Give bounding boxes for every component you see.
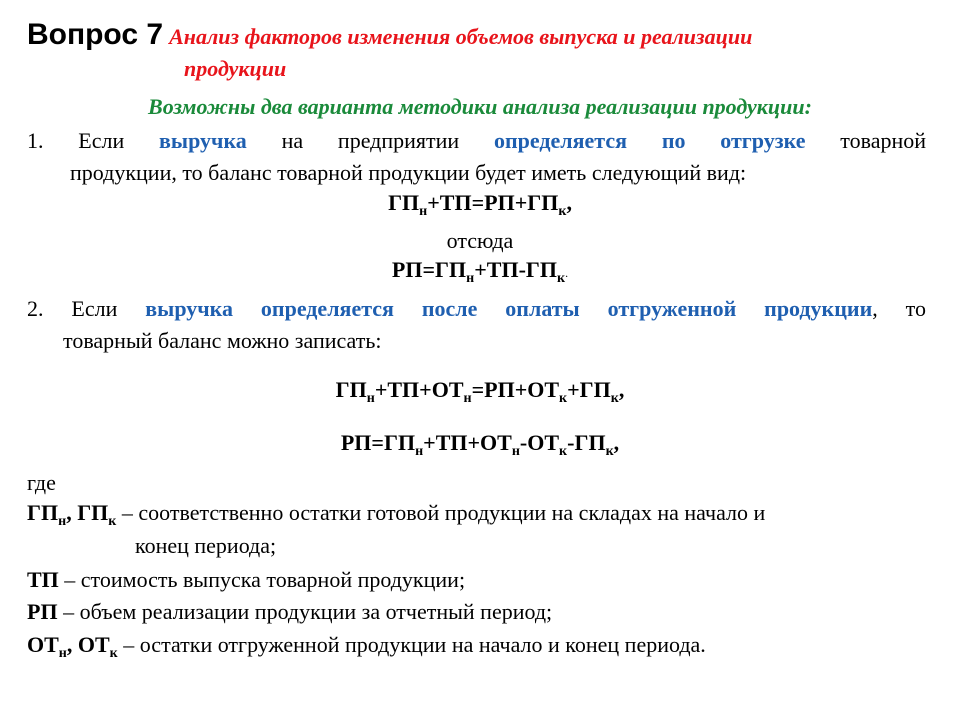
where-label: где	[27, 470, 56, 495]
item1-keyword-shipment: определяется по отгрузке	[494, 128, 806, 153]
item2-keyword: выручка определяется после оплаты отгруженной продукции	[145, 296, 873, 321]
definition-rp: РП – объем реализации продукции за отчетный период;	[27, 599, 553, 624]
definition-gp-continued: конец периода;	[135, 533, 277, 558]
formula-balance-2: $ГП_н+ТП+ОТ_н=РП+ОТ_к+ГП_к$,	[335, 377, 625, 406]
definition-tp: ТП – стоимость выпуска товарной продукции;	[27, 567, 466, 592]
question-label: Вопрос 7	[27, 18, 164, 51]
item2-line2: товарный баланс можно записать:	[63, 328, 382, 353]
item2-line1: 2. Если выручка определяется после оплаты отгруженной продукции, то	[27, 296, 926, 321]
item1-keyword-revenue: выручка	[159, 128, 247, 153]
title-line	[27, 18, 752, 52]
formula-rp-1: $РП=ГП_н+ТП-ГП_к$.	[391, 257, 569, 286]
intro-heading: Возможны два варианта методики анализа реализации продукции:	[148, 94, 812, 119]
definition-gp: $ГП_н$, $ГП_к$ – соответственно остатки готовой продукции на складах на начало и	[27, 500, 766, 529]
definition-ot: $ОТ_н$, $ОТ_к$ – остатки отгруженной продукции на начало и конец периода.	[27, 632, 706, 661]
subtitle-line2: продукции	[184, 56, 287, 81]
otsyuda-text: отсюда	[446, 228, 514, 253]
item1-line1: 1. Если выручка на предприятии определяется по отгрузке товарной	[27, 128, 927, 153]
item2-number: 2.	[27, 296, 44, 321]
formula-rp-2: $РП=ГП_н+ТП+ОТ_н-ОТ_к-ГП_к$,	[340, 430, 620, 459]
item1-number: 1.	[27, 128, 44, 153]
subtitle-line1: Анализ факторов изменения объемов выпуска и реализации	[169, 24, 753, 49]
item1-line2: продукции, то баланс товарной продукции будет иметь следующий вид:	[70, 160, 747, 185]
formula-balance-1: $ГП_н+ТП=РП+ГП_к$,	[388, 190, 572, 219]
